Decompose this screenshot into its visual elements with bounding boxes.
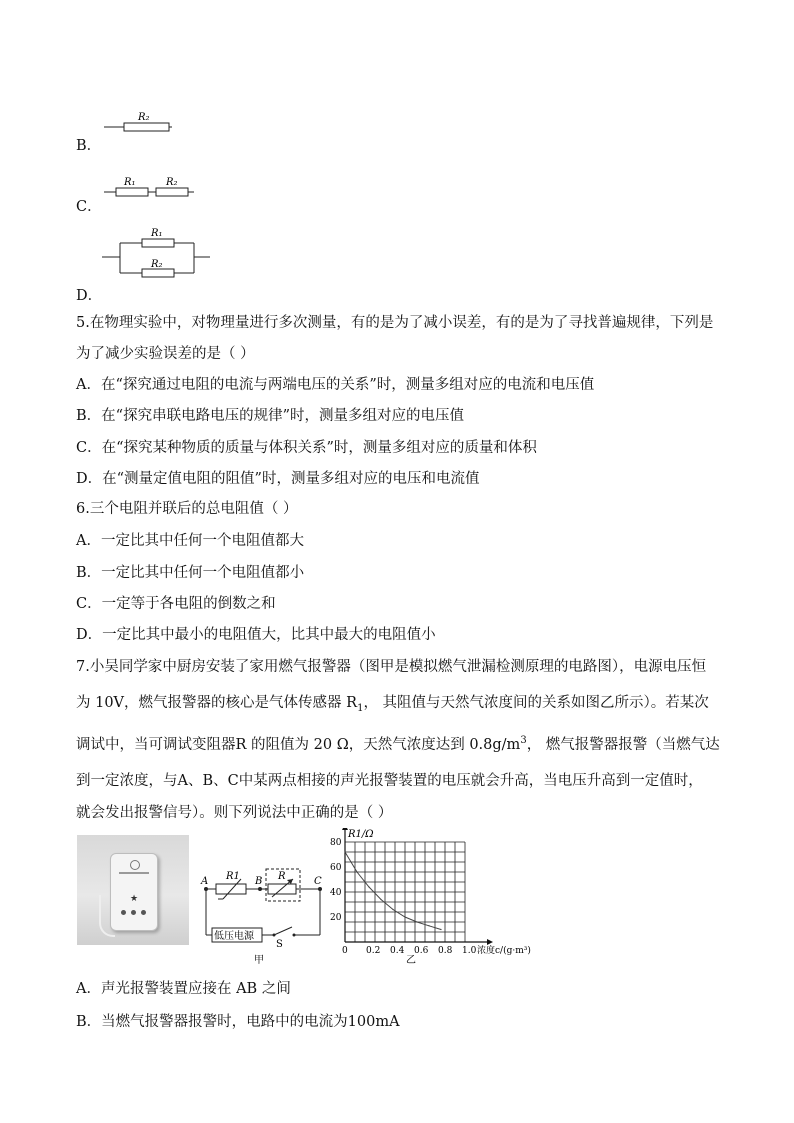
x-tick-label: 0.2 bbox=[366, 946, 381, 956]
node-a-label: A bbox=[201, 876, 209, 887]
x-tick-label: 0 bbox=[342, 946, 348, 956]
y-tick-label: 60 bbox=[330, 863, 342, 873]
q7-option-b[interactable]: B．当燃气报警器报警时，电路中的电流为100mA bbox=[76, 1014, 400, 1030]
q6-option-d[interactable]: D．一定比其中最小的电阻值大，比其中最大的电阻值小 bbox=[76, 627, 436, 643]
q5-stem-line2: 为了减少实验误差的是（ ） bbox=[76, 346, 255, 362]
x-tick-label: 0.8 bbox=[438, 946, 453, 956]
x-axis-label: 浓度c/(g·m³) bbox=[477, 946, 531, 956]
option-c-label[interactable]: C． bbox=[76, 199, 102, 215]
q7-line1: 7.小吴同学家中厨房安装了家用燃气报警器（图甲是模拟燃气泄漏检测原理的电路图），电源电压恒 bbox=[76, 659, 707, 675]
figure-jia-circuit bbox=[198, 835, 328, 967]
data-point bbox=[416, 921, 417, 922]
rheostat-r-label: R bbox=[278, 871, 286, 882]
data-point bbox=[404, 916, 405, 917]
resistor-label-r2: R₂ bbox=[138, 112, 150, 123]
option-d-label[interactable]: D． bbox=[76, 288, 103, 304]
resistor-label-r1: R₁ bbox=[124, 177, 136, 188]
circuit-d bbox=[76, 224, 236, 284]
data-point bbox=[440, 929, 441, 930]
q7-line3-a: 调试中，当可调试变阻器R 的阻值为 20 Ω，天然气浓度达到 0.8g/m bbox=[76, 737, 521, 753]
switch-s-label: S bbox=[276, 939, 283, 950]
q7-line2-sub: 1 bbox=[357, 702, 364, 714]
sensor-r1-label: R1 bbox=[226, 871, 240, 882]
q5-option-b[interactable]: B．在“探究串联电路电压的规律”时，测量多组对应的电压值 bbox=[76, 408, 464, 424]
figure-jia-caption: 甲 bbox=[254, 955, 264, 966]
option-b-label[interactable]: B． bbox=[76, 138, 102, 154]
q7-line3-b: ， 燃气报警器报警（当燃气达 bbox=[526, 737, 720, 753]
data-point bbox=[368, 886, 369, 887]
q7-option-a[interactable]: A．声光报警装置应接在 AB 之间 bbox=[76, 981, 291, 997]
y-tick-label: 40 bbox=[330, 888, 342, 898]
x-axis-arrow bbox=[487, 939, 493, 945]
q7-line2 bbox=[76, 691, 709, 714]
node-c-label: C bbox=[314, 876, 322, 887]
y-tick-label: 80 bbox=[330, 838, 342, 848]
resistor-label-r1: R₁ bbox=[151, 228, 163, 239]
q6-option-b[interactable]: B．一定比其中任何一个电阻值都小 bbox=[76, 565, 305, 581]
data-point bbox=[380, 899, 381, 900]
node-b-label: B bbox=[255, 876, 263, 887]
x-tick-label: 0.4 bbox=[390, 946, 405, 956]
data-point bbox=[344, 851, 345, 852]
low-voltage-source-label: 低压电源 bbox=[214, 931, 254, 942]
q7-line2-a: 为 10V，燃气报警器的核心是气体传感器 R bbox=[76, 695, 358, 711]
option-d bbox=[76, 224, 236, 304]
data-point bbox=[428, 925, 429, 926]
figure-yi-chart bbox=[330, 828, 550, 964]
q7-line3 bbox=[76, 733, 720, 754]
q5-option-d[interactable]: D．在“测量定值电阻的阻值”时，测量多组对应的电压和电流值 bbox=[76, 471, 480, 487]
q5-stem-line1: 5.在物理实验中，对物理量进行多次测量，有的是为了减小误差，有的是为了寻找普遍规律，下列是 bbox=[76, 315, 714, 331]
figure-yi-caption: 乙 bbox=[406, 955, 416, 964]
q7-line5: 就会发出报警信号）。则下列说法中正确的是（ ） bbox=[76, 805, 393, 821]
series-line-r1-vs-concentration bbox=[345, 852, 441, 930]
x-tick-label: 0.6 bbox=[414, 946, 429, 956]
q5-option-a[interactable]: A．在“探究通过电阻的电流与两端电压的关系”时，测量多组对应的电流和电压值 bbox=[76, 377, 595, 393]
gas-alarm-device: ★ bbox=[110, 853, 158, 931]
q7-line2-b: ， 其阻值与天然气浓度间的关系如图乙所示）。若某次 bbox=[363, 695, 709, 711]
resistor-label-r2: R₂ bbox=[151, 259, 163, 270]
q5-option-c[interactable]: C．在“探究某种物质的质量与体积关系”时，测量多组对应的质量和体积 bbox=[76, 440, 537, 456]
option-c bbox=[76, 172, 226, 215]
resistor-label-r2: R₂ bbox=[166, 177, 178, 188]
data-point bbox=[392, 909, 393, 910]
gas-alarm-photo bbox=[77, 835, 189, 945]
q6-option-a[interactable]: A．一定比其中任何一个电阻值都大 bbox=[76, 533, 304, 549]
y-axis-label: R1/Ω bbox=[348, 829, 374, 840]
q6-stem: 6.三个电阻并联后的总电阻值（ ） bbox=[76, 501, 298, 517]
data-point bbox=[356, 871, 357, 872]
y-tick-label: 20 bbox=[330, 913, 342, 923]
option-b bbox=[76, 110, 196, 154]
q7-line3-sup: 3 bbox=[520, 735, 527, 747]
x-tick-label: 1.0 bbox=[462, 946, 477, 956]
q7-line4: 到一定浓度，与A、B、C中某两点相接的声光报警装置的电压就会升高，当电压升高到一定值时， bbox=[76, 773, 703, 789]
q6-option-c[interactable]: C．一定等于各电阻的倒数之和 bbox=[76, 596, 276, 612]
